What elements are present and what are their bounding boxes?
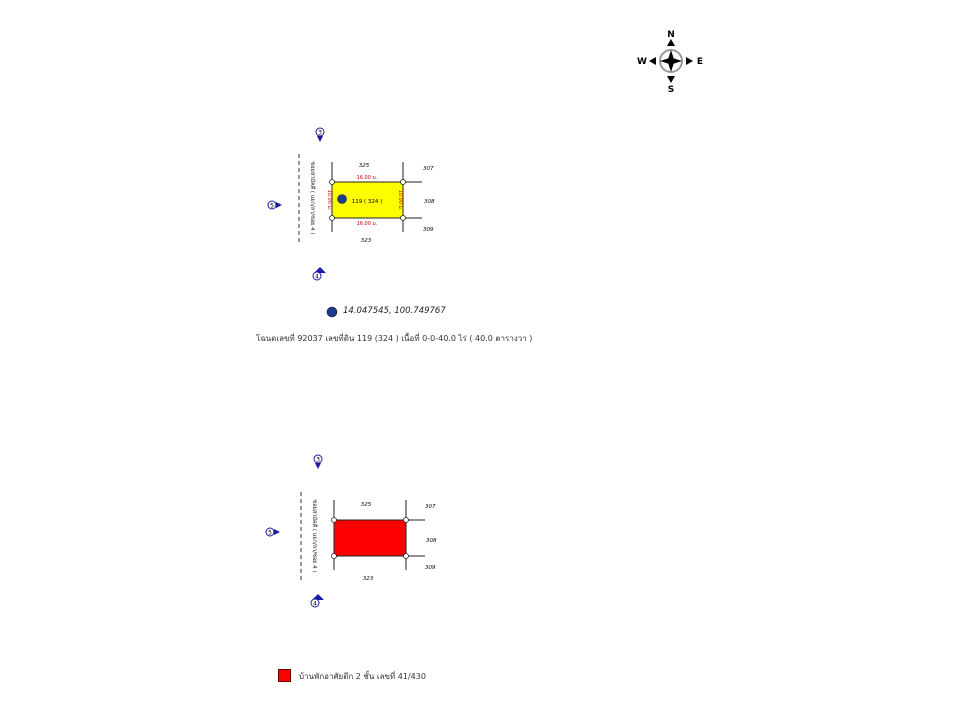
adj-br: 309	[425, 565, 436, 571]
svg-text:4: 4	[315, 273, 319, 281]
adj-top: 325	[358, 163, 370, 169]
view-marker-top	[316, 128, 324, 142]
deed-text: โฉนดเลขที่ 92037 เลขที่ดิน 119 (324 ) เนื้อที่ 0-0-40.0 ไร่ ( 40.0 ตารางวา )	[256, 334, 533, 343]
coord-marker-icon	[326, 306, 338, 318]
adj-br: 309	[423, 227, 434, 233]
adj-top: 325	[360, 502, 372, 508]
plot-red	[334, 520, 406, 556]
adj-bottom: 323	[360, 238, 372, 244]
adj-r: 308	[424, 199, 435, 205]
dim-bottom: 16.00 ม.	[356, 221, 378, 227]
view-marker-left	[268, 201, 282, 210]
legend-swatch	[278, 669, 291, 682]
compass-n: N	[667, 30, 675, 40]
view-marker-bottom	[311, 594, 324, 608]
svg-text:5: 5	[268, 529, 272, 537]
road-label: ซอยสามัคคี ( แยก/ลา/ซอย 4 )	[311, 499, 317, 573]
dim-right: 10.00 ม.	[397, 189, 403, 211]
compass-e: E	[696, 57, 704, 67]
plot-plan-bottom	[260, 450, 450, 620]
plot-label: 119 ( 324 )	[351, 199, 383, 205]
compass-w: W	[637, 57, 647, 67]
adj-r: 308	[426, 538, 437, 544]
compass-rose	[630, 26, 712, 94]
view-marker-left	[266, 528, 280, 537]
location-marker	[338, 195, 347, 204]
legend-label: บ้านพักอาศัยตึก 2 ชั้น เลขที่ 41/430	[299, 672, 426, 681]
adj-bottom: 323	[362, 576, 374, 582]
svg-text:5: 5	[270, 202, 274, 210]
view-marker-bottom	[313, 267, 326, 281]
plot-plan-top	[260, 120, 450, 290]
view-marker-top	[314, 455, 322, 469]
coordinates-text: 14.047545, 100.749767	[343, 306, 446, 316]
svg-text:4: 4	[313, 600, 317, 608]
adj-tr: 307	[423, 166, 434, 172]
svg-text:3: 3	[316, 456, 320, 464]
road-label: ซอยสามัคคี ( แยก/ลา/ซอย 4 )	[309, 161, 315, 235]
svg-text:3: 3	[318, 129, 322, 137]
adj-tr: 307	[425, 504, 436, 510]
dim-left: 10.00 ม.	[326, 189, 332, 211]
dim-top: 16.00 ม.	[356, 175, 378, 181]
compass-s: S	[667, 85, 675, 94]
